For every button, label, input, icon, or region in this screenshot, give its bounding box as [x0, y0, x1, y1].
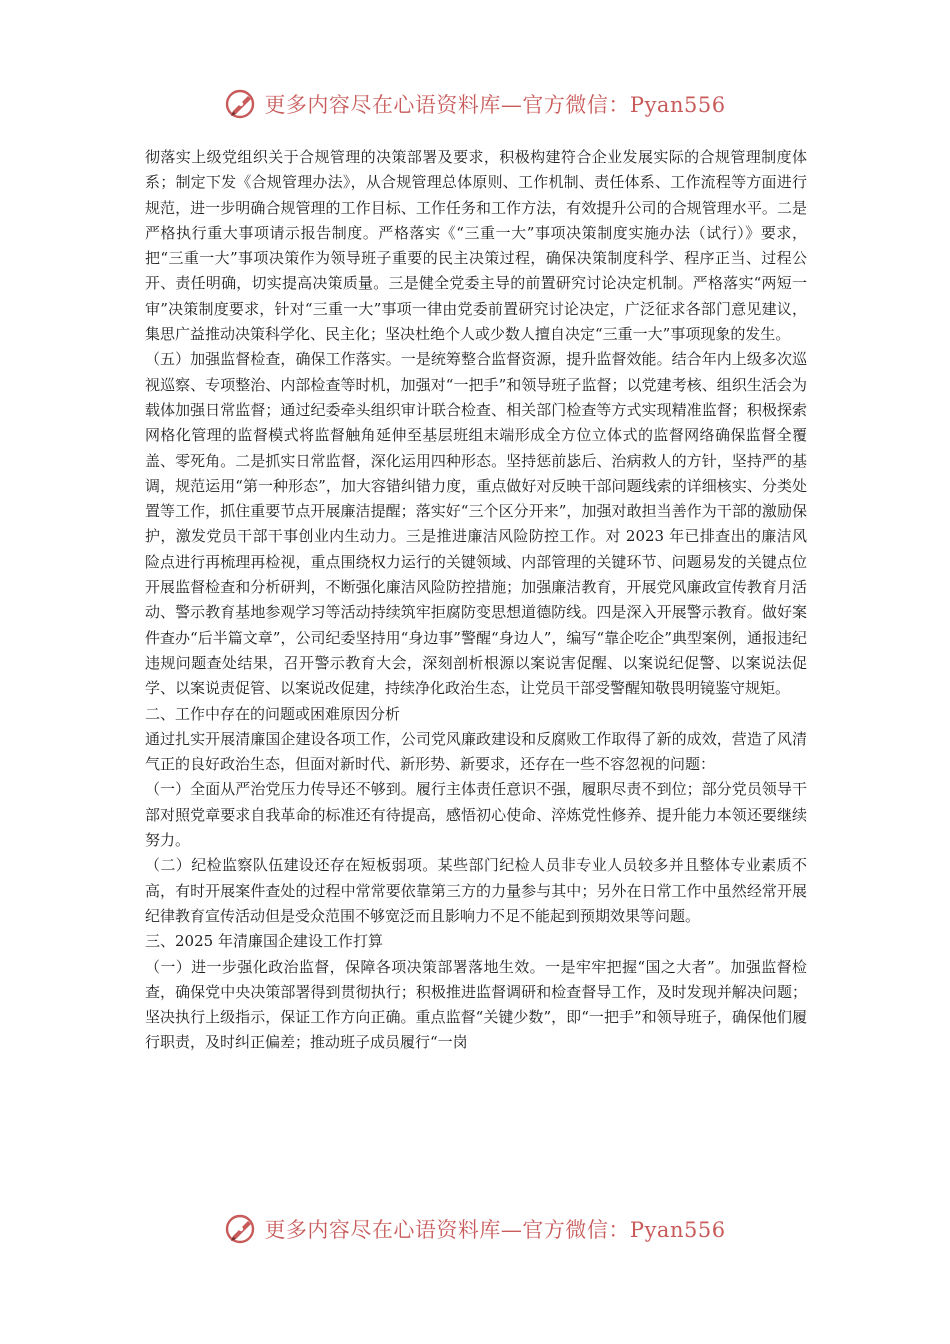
paragraph: （二）纪检监察队伍建设还存在短板弱项。某些部门纪检人员非专业人员较多并且整体专业素质不高，有时开展案件查处的过程中常常要依靠第三方的力量参与其中；另外在日常工作中虽然经常开展纪律教育宣传活动但是受众范围不够宽泛而且影响力不足不能起到预期效果等问题。 [145, 856, 807, 925]
paragraph: 彻落实上级党组织关于合规管理的决策部署及要求，积极构建符合企业发展实际的合规管理制度体系；制定下发《合规管理办法》，从合规管理总体原则、工作机制、责任体系、工作流程等方面进行规范，进一步明确合规管理的工作目标、工作任务和工作方法，有效提升公司的合规管理水平。二是严格执行重大事项请示报告制度。严格落实《“三重一大”事项决策制度实施办法（试行）》要求，把“三重一大”事项决策作为领导班子重要的民主决策过程，确保决策制度科学、程序正当、过程公开、责任明确，切实提高决策质量。三是健全党委主导的前置研究讨论决定机制。严格落实“两短一审”决策制度要求，针对“三重一大”事项一律由党委前置研究讨论决定，广泛征求各部门意见建议，集思广益推动决策科学化、民主化；坚决杜绝个人或少数人擅自决定“三重一大”事项现象的发生。 [145, 148, 807, 344]
pen-seal-icon [224, 1212, 258, 1246]
paragraph: 通过扎实开展清廉国企建设各项工作，公司党风廉政建设和反腐败工作取得了新的成效，营造了风清气正的良好政治生态，但面对新时代、新形势、新要求，还存在一些不容忽视的问题： [145, 729, 807, 774]
paragraph: （一）进一步强化政治监督，保障各项决策部署落地生效。一是牢牢把握“国之大者”。加强监督检查，确保党中央决策部署得到贯彻执行；积极推进监督调研和检查督导工作，及时发现并解决问题；坚决执行上级指示，保证工作方向正确。重点监督“关键少数”，即“一把手”和领导班子，确保他们履行职责，及时纠正偏差；推动班子成员履行“一岗 [145, 957, 807, 1052]
section-heading: 三、2025 年清廉国企建设工作打算 [145, 932, 383, 951]
pen-seal-icon [224, 87, 258, 121]
watermark-footer [0, 1209, 950, 1249]
paragraph: （一）全面从严治党压力传导还不够到。履行主体责任意识不强，履职尽责不到位；部分党员领导干部对照党章要求自我革命的标准还有待提高，感悟初心使命、淬炼党性修养、提升能力本领还要继续努力。 [145, 780, 807, 850]
watermark-text: 更多内容尽在心语资料库—官方微信：Pyan556 [264, 1218, 726, 1242]
paragraph: （五）加强监督检查，确保工作落实。一是统筹整合监督资源，提升监督效能。结合年内上级多次巡视巡察、专项整治、内部检查等时机，加强对“一把手”和领导班子监督；以党建考核、组织生活会为载体加强日常监督；通过纪委牵头组织审计联合检查、相关部门检查等方式实现精准监督；积极探索网格化管理的监督模式将监督触角延伸至基层班组末端形成全方位立体式的监督网络确保监督全覆盖、零死角。二是抓实日常监督，深化运用四种形态。坚持惩前毖后、治病救人的方针，坚持严的基调，规范运用“第一种形态”，加大容错纠错力度，重点做好对反映干部问题线索的详细核实、分类处置等工作，抓住重要节点开展廉洁提醒；落实好“三个区分开来”，加强对敢担当善作为干部的激励保护，激发党员干部干事创业内生动力。三是推进廉洁风险防控工作。对 2023 年已排查出的廉洁风险点进行再梳理再检视，重点围绕权力运行的关键领域、内部管理的关键环节、问题易发的关键点位开展监督检查和分析研判，不断强化廉洁风险防控措施；加强廉洁教育，开展党风廉政宣传教育月活动、警示教育基地参观学习等活动持续筑牢拒腐防变思想道德防线。四是深入开展警示教育。做好案件查办“后半篇文章”，公司纪委坚持用“身边事”警醒“身边人”，编写“靠企吃企”典型案例，通报违纪违规问题查处结果，召开警示教育大会，深刻剖析根源以案说害促醒、以案说纪促警、以案说法促学、以案说责促管、以案说改促建，持续净化政治生态，让党员干部受警醒知敬畏明镜鉴守规矩。 [145, 350, 807, 698]
document-body [145, 145, 807, 1056]
watermark-text: 更多内容尽在心语资料库—官方微信：Pyan556 [264, 93, 726, 117]
watermark-header [0, 84, 950, 124]
section-heading: 二、工作中存在的问题或困难原因分析 [145, 704, 401, 723]
